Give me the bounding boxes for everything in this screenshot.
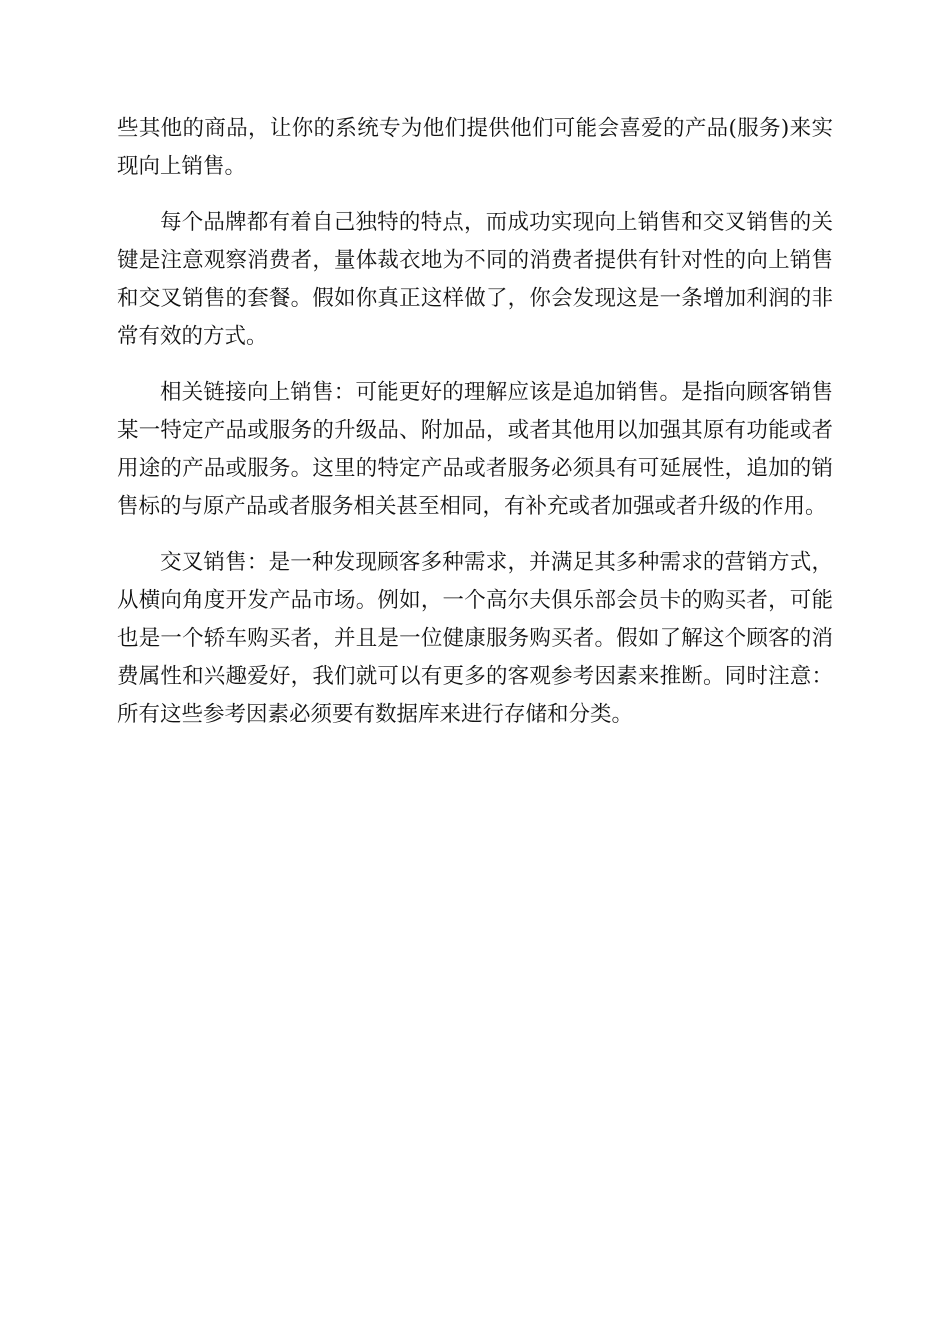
paragraph-brand-features: 每个品牌都有着自己独特的特点，而成功实现向上销售和交叉销售的关键是注意观察消费者，量体裁衣地为不同的消费者提供有针对性的向上销售和交叉销售的套餐。假如你真正这样做了，你会发现这是一条增加利润的非常有效的方式。 [117, 210, 833, 349]
paragraph-continuation: 些其他的商品，让你的系统专为他们提供他们可能会喜爱的产品(服务)来实现向上销售。 [117, 116, 833, 179]
paragraph-cross-selling: 交叉销售：是一种发现顾客多种需求，并满足其多种需求的营销方式，从横向角度开发产品市场。例如，一个高尔夫俱乐部会员卡的购买者，可能也是一个轿车购买者，并且是一位健康服务购买者。假如了解这个顾客的消费属性和兴趣爱好，我们就可以有更多的客观参考因素来推断。同时注意：所有这些参考因素必须要有数据库来进行存储和分类。 [117, 550, 833, 727]
document-body [117, 110, 833, 752]
paragraph-upselling: 相关链接向上销售：可能更好的理解应该是追加销售。是指向顾客销售某一特定产品或服务的升级品、附加品，或者其他用以加强其原有功能或者用途的产品或服务。这里的特定产品或者服务必须具有可延展性，追加的销售标的与原产品或者服务相关甚至相同，有补充或者加强或者升级的作用。 [117, 380, 833, 519]
